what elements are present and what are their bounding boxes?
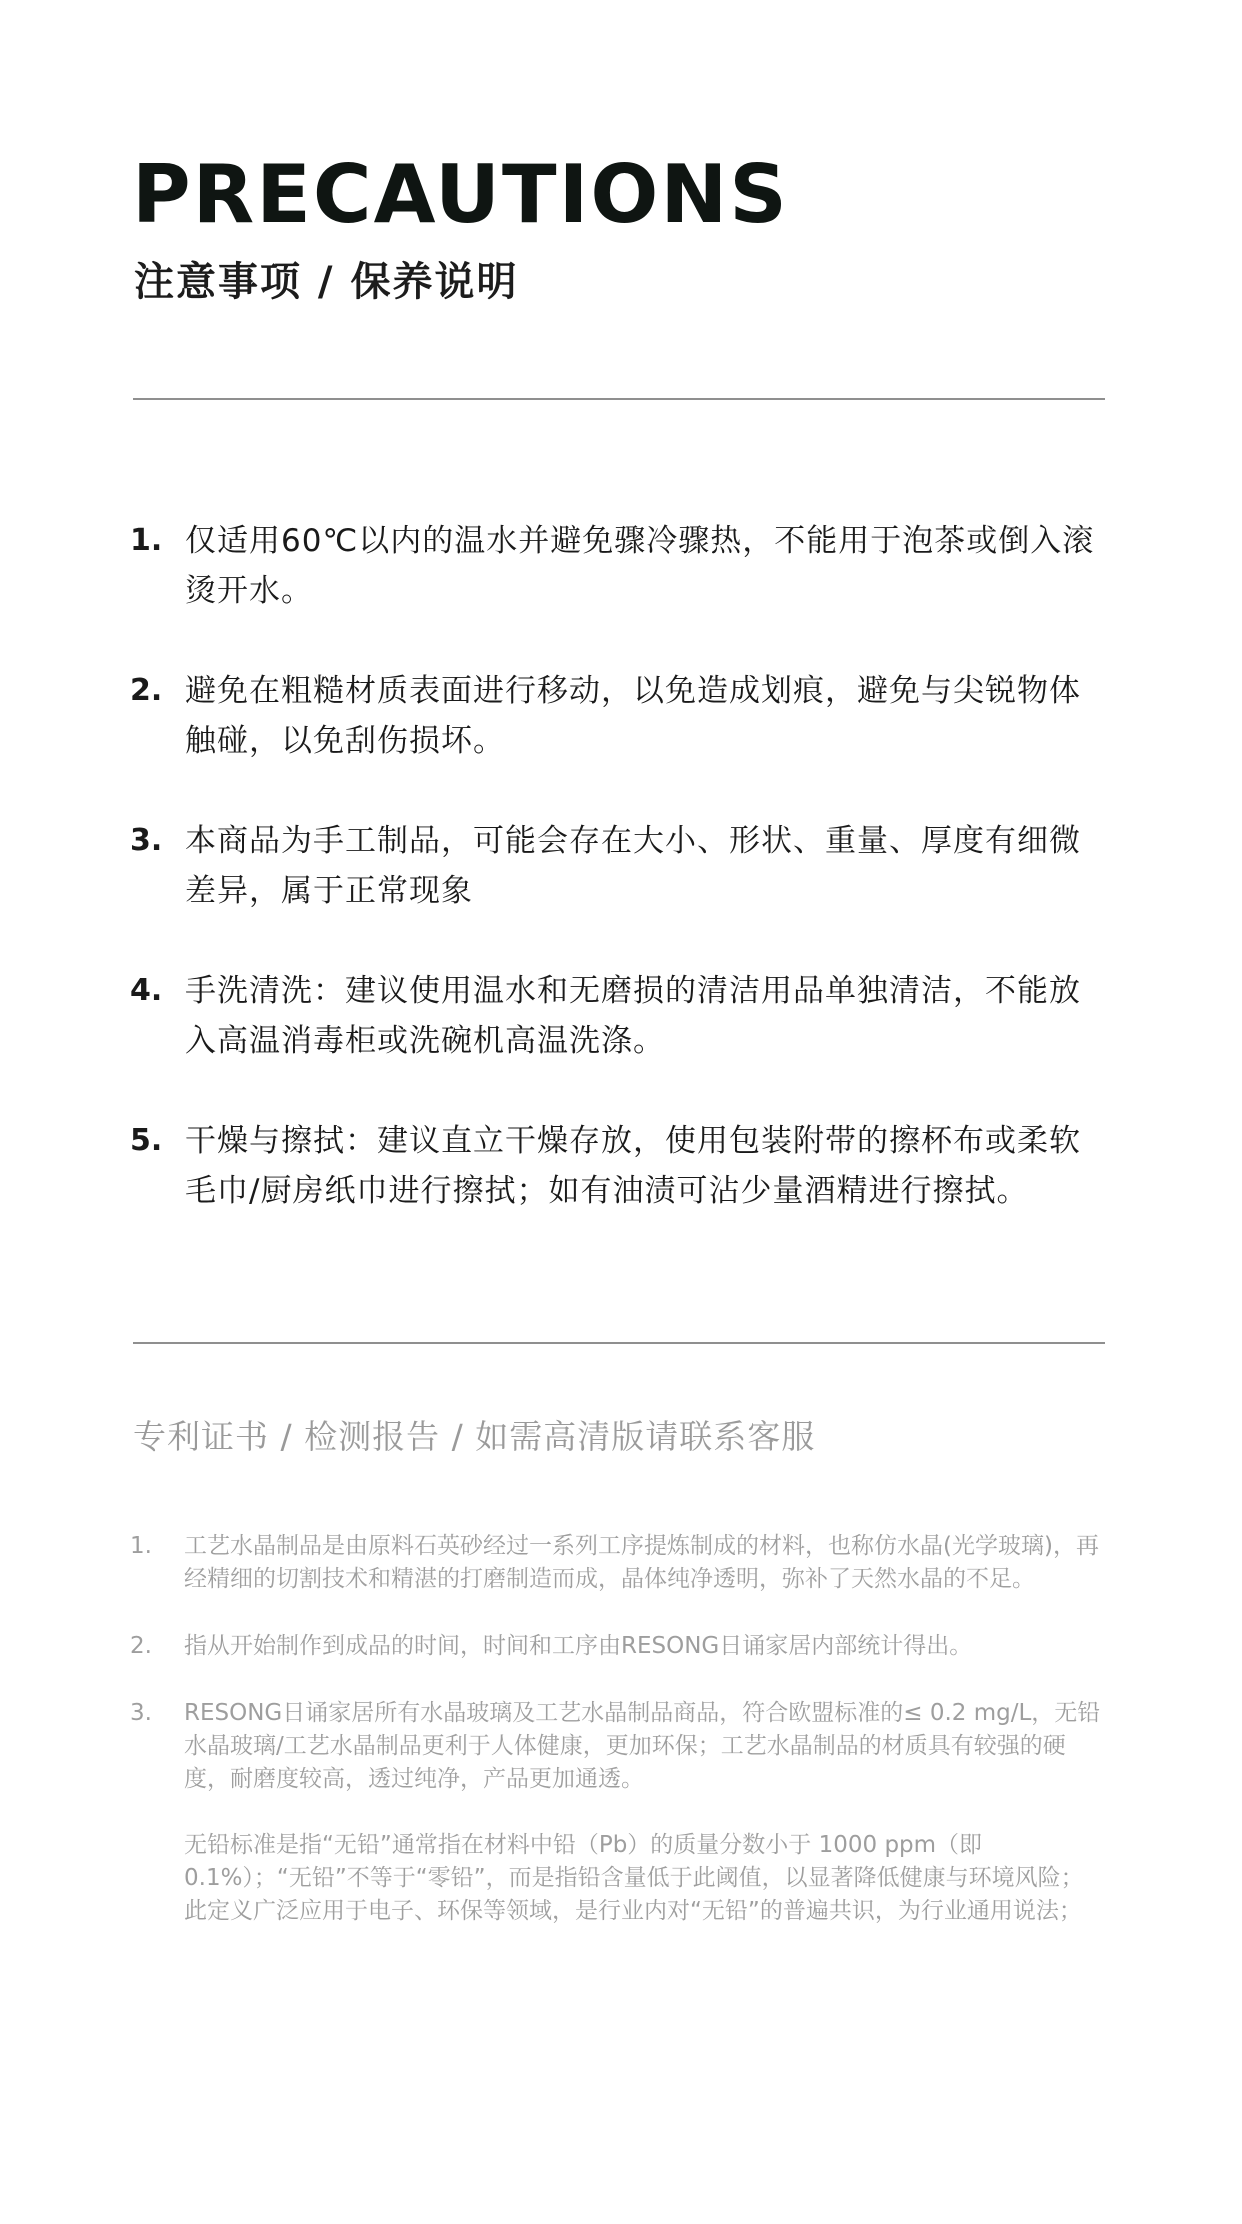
note-number: 3. xyxy=(130,1700,152,1726)
item-text: 仅适用60℃以内的温水并避免骤冷骤热，不能用于泡茶或倒入滚烫开水。 xyxy=(185,523,1095,609)
certificates-heading: 专利证书 / 检测报告 / 如需高清版请联系客服 xyxy=(133,1417,816,1456)
item-text: 干燥与擦拭：建议直立干燥存放，使用包装附带的擦杯布或柔软毛巾/厨房纸巾进行擦拭；如有油渍可沾少量酒精进行擦拭。 xyxy=(185,1123,1081,1209)
note-text xyxy=(184,1530,1105,1596)
precaution-item xyxy=(130,666,1110,766)
precautions-list xyxy=(130,516,1110,1266)
item-text: 手洗清洗：建议使用温水和无磨损的清洁用品单独清洁，不能放入高温消毒柜或洗碗机高温洗涤。 xyxy=(185,973,1081,1059)
page-title: PRECAUTIONS xyxy=(132,148,789,241)
note-item xyxy=(130,1630,1105,1663)
note-text xyxy=(184,1697,1105,1928)
notes-list xyxy=(130,1530,1105,1962)
item-number: 1. xyxy=(130,523,163,558)
top-divider xyxy=(133,398,1105,400)
note-paragraph: 工艺水晶制品是由原料石英砂经过一系列工序提炼制成的材料，也称仿水晶(光学玻璃)，再经精细的切割技术和精湛的打磨制造而成，晶体纯净透明，弥补了天然水晶的不足。 xyxy=(184,1533,1099,1592)
note-item xyxy=(130,1697,1105,1928)
item-number: 2. xyxy=(130,673,163,708)
note-number: 1. xyxy=(130,1533,152,1559)
note-paragraph: RESONG日诵家居所有水晶玻璃及工艺水晶制品商品，符合欧盟标准的≤ 0.2 mg/L，无铅水晶玻璃/工艺水晶制品更利于人体健康，更加环保；工艺水晶制品的材质具有较强的硬度，耐磨度较高，透过纯净，产品更加通透。 xyxy=(184,1700,1101,1792)
page-subtitle: 注意事项 / 保养说明 xyxy=(134,259,519,305)
note-item xyxy=(130,1530,1105,1596)
precaution-item xyxy=(130,966,1110,1066)
item-text: 本商品为手工制品，可能会存在大小、形状、重量、厚度有细微差异，属于正常现象 xyxy=(185,823,1081,909)
item-number: 4. xyxy=(130,973,163,1008)
precaution-item xyxy=(130,516,1110,616)
precaution-item xyxy=(130,1116,1110,1216)
item-text: 避免在粗糙材质表面进行移动，以免造成划痕，避免与尖锐物体触碰，以免刮伤损坏。 xyxy=(185,673,1081,759)
item-number: 3. xyxy=(130,823,163,858)
note-text xyxy=(184,1630,1105,1663)
section-divider xyxy=(133,1342,1105,1344)
note-paragraph: 无铅标准是指“无铅”通常指在材料中铅（Pb）的质量分数小于 1000 ppm（即 0.1%）；“无铅”不等于“零铅”，而是指铅含量低于此阈值，以显著降低健康与环境风险；此定义广泛应用于电子、环保等领域，是行业内对“无铅”的普遍共识，为行业通用说法； xyxy=(184,1832,1084,1924)
note-paragraph: 指从开始制作到成品的时间，时间和工序由RESONG日诵家居内部统计得出。 xyxy=(184,1633,973,1659)
note-number: 2. xyxy=(130,1633,152,1659)
precaution-item xyxy=(130,816,1110,916)
item-number: 5. xyxy=(130,1123,163,1158)
